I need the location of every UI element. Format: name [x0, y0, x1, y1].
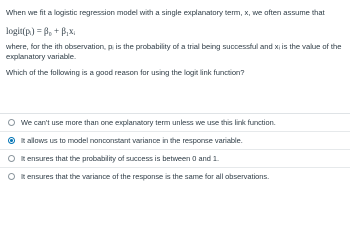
radio-button[interactable]: [8, 119, 15, 126]
answer-option-4[interactable]: [0, 168, 350, 185]
question-prompt: Which of the following is a good reason for using the logit link function?: [6, 67, 245, 77]
answer-label: It ensures that the probability of success is between 0 and 1.: [21, 154, 220, 163]
answer-option-3[interactable]: [0, 150, 350, 168]
radio-button-selected[interactable]: [8, 137, 15, 144]
question-intro: When we fit a logistic regression model with a single explanatory term, x, we often assume that: [6, 8, 325, 17]
answer-option-1[interactable]: [0, 114, 350, 132]
answer-options: [0, 113, 350, 185]
answer-label: It allows us to model nonconstant variance in the response variable.: [21, 136, 243, 145]
answer-label: We can't use more than one explanatory term unless we use this link function.: [21, 118, 276, 127]
question-definition: where, for the ith observation, pᵢ is the probability of a trial being successful and xᵢ is the value of the explanatory variable.: [6, 41, 342, 61]
answer-label: It ensures that the variance of the response is the same for all observations.: [21, 172, 270, 181]
radio-button[interactable]: [8, 155, 15, 162]
answer-option-2[interactable]: [0, 132, 350, 150]
radio-button[interactable]: [8, 173, 15, 180]
logit-formula: logit(pᵢ) = β₀ + β₁xᵢ: [6, 25, 76, 36]
